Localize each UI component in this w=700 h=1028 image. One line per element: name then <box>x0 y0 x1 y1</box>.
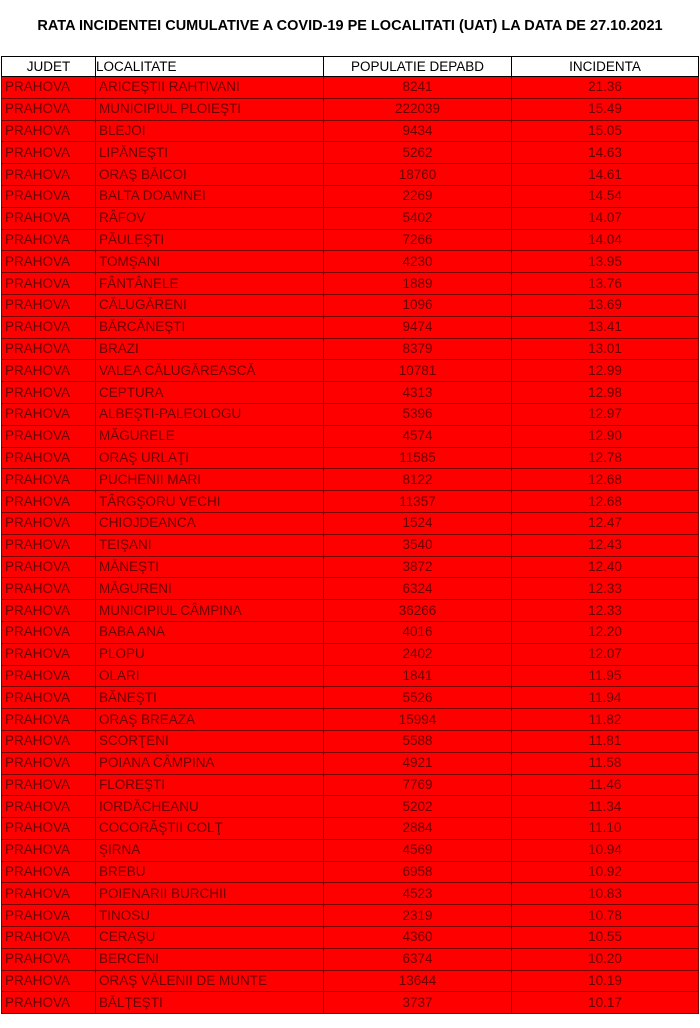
cell-localitate: OLARI <box>96 665 324 687</box>
cell-localitate: MĂNEŞTI <box>96 556 324 578</box>
cell-populatie: 1841 <box>324 665 512 687</box>
cell-judet: PRAHOVA <box>2 796 96 818</box>
cell-populatie: 4523 <box>324 883 512 905</box>
cell-incidenta: 12.33 <box>512 600 699 622</box>
cell-judet: PRAHOVA <box>2 709 96 731</box>
table-row <box>2 556 699 578</box>
cell-incidenta: 11.81 <box>512 730 699 752</box>
table-row <box>2 534 699 556</box>
cell-populatie: 5588 <box>324 730 512 752</box>
cell-judet: PRAHOVA <box>2 273 96 295</box>
table-row <box>2 382 699 404</box>
cell-incidenta: 12.20 <box>512 621 699 643</box>
cell-localitate: PLOPU <box>96 643 324 665</box>
cell-incidenta: 12.78 <box>512 447 699 469</box>
cell-judet: PRAHOVA <box>2 447 96 469</box>
cell-incidenta: 13.69 <box>512 294 699 316</box>
table-row <box>2 883 699 905</box>
table-row <box>2 839 699 861</box>
cell-populatie: 2319 <box>324 905 512 927</box>
cell-judet: PRAHOVA <box>2 469 96 491</box>
table-row <box>2 229 699 251</box>
cell-localitate: BRAZI <box>96 338 324 360</box>
cell-judet: PRAHOVA <box>2 600 96 622</box>
cell-judet: PRAHOVA <box>2 774 96 796</box>
cell-populatie: 7266 <box>324 229 512 251</box>
cell-incidenta: 11.34 <box>512 796 699 818</box>
cell-populatie: 6958 <box>324 861 512 883</box>
cell-localitate: PĂULEŞTI <box>96 229 324 251</box>
table-row <box>2 796 699 818</box>
cell-judet: PRAHOVA <box>2 883 96 905</box>
cell-judet: PRAHOVA <box>2 861 96 883</box>
cell-populatie: 2884 <box>324 818 512 840</box>
cell-localitate: CĂLUGĂRENI <box>96 294 324 316</box>
cell-populatie: 10781 <box>324 360 512 382</box>
cell-incidenta: 11.10 <box>512 818 699 840</box>
cell-incidenta: 11.46 <box>512 774 699 796</box>
cell-judet: PRAHOVA <box>2 120 96 142</box>
cell-localitate: CHIOJDEANCA <box>96 512 324 534</box>
column-header-localitate: LOCALITATE <box>96 57 324 77</box>
cell-populatie: 2269 <box>324 185 512 207</box>
table-row <box>2 861 699 883</box>
cell-judet: PRAHOVA <box>2 338 96 360</box>
cell-localitate: IORDĂCHEANU <box>96 796 324 818</box>
cell-judet: PRAHOVA <box>2 382 96 404</box>
cell-localitate: FLOREŞTI <box>96 774 324 796</box>
table-row <box>2 665 699 687</box>
table-row <box>2 273 699 295</box>
cell-localitate: ORAŞ URLAŢI <box>96 447 324 469</box>
table-row <box>2 251 699 273</box>
cell-incidenta: 10.20 <box>512 948 699 970</box>
cell-populatie: 7769 <box>324 774 512 796</box>
cell-populatie: 3540 <box>324 534 512 556</box>
table-row <box>2 752 699 774</box>
cell-populatie: 18760 <box>324 164 512 186</box>
cell-populatie: 3737 <box>324 992 512 1014</box>
cell-populatie: 4569 <box>324 839 512 861</box>
table-row <box>2 164 699 186</box>
cell-incidenta: 10.17 <box>512 992 699 1014</box>
cell-judet: PRAHOVA <box>2 643 96 665</box>
cell-populatie: 8241 <box>324 77 512 99</box>
table-row <box>2 774 699 796</box>
table-row <box>2 905 699 927</box>
cell-judet: PRAHOVA <box>2 491 96 513</box>
table-row <box>2 185 699 207</box>
table-row <box>2 992 699 1014</box>
cell-localitate: POIANA CÂMPINA <box>96 752 324 774</box>
cell-judet: PRAHOVA <box>2 77 96 99</box>
column-header-populatie: POPULATIE DEPABD <box>324 57 512 77</box>
cell-populatie: 5402 <box>324 207 512 229</box>
cell-incidenta: 13.76 <box>512 273 699 295</box>
cell-incidenta: 11.95 <box>512 665 699 687</box>
cell-localitate: FÂNTÂNELE <box>96 273 324 295</box>
cell-judet: PRAHOVA <box>2 425 96 447</box>
cell-localitate: MĂGURENI <box>96 578 324 600</box>
cell-populatie: 4360 <box>324 927 512 949</box>
cell-incidenta: 12.40 <box>512 556 699 578</box>
cell-localitate: BREBU <box>96 861 324 883</box>
cell-localitate: ORAŞ VĂLENII DE MUNTE <box>96 970 324 992</box>
cell-localitate: PUCHENII MARI <box>96 469 324 491</box>
cell-localitate: TÂRGŞORU VECHI <box>96 491 324 513</box>
cell-incidenta: 10.83 <box>512 883 699 905</box>
table-body <box>2 77 699 1014</box>
cell-populatie: 5526 <box>324 687 512 709</box>
cell-localitate: BLEJOI <box>96 120 324 142</box>
cell-judet: PRAHOVA <box>2 752 96 774</box>
cell-incidenta: 12.68 <box>512 491 699 513</box>
table-row <box>2 687 699 709</box>
cell-judet: PRAHOVA <box>2 665 96 687</box>
cell-populatie: 6324 <box>324 578 512 600</box>
cell-judet: PRAHOVA <box>2 534 96 556</box>
cell-populatie: 8122 <box>324 469 512 491</box>
cell-populatie: 4574 <box>324 425 512 447</box>
header-row <box>2 57 699 77</box>
cell-localitate: POIENARII BURCHII <box>96 883 324 905</box>
cell-incidenta: 14.63 <box>512 142 699 164</box>
cell-judet: PRAHOVA <box>2 512 96 534</box>
cell-populatie: 9474 <box>324 316 512 338</box>
cell-localitate: ARICEŞTII RAHTIVANI <box>96 77 324 99</box>
cell-incidenta: 13.95 <box>512 251 699 273</box>
cell-judet: PRAHOVA <box>2 970 96 992</box>
table-row <box>2 600 699 622</box>
cell-localitate: LIPĂNEŞTI <box>96 142 324 164</box>
cell-judet: PRAHOVA <box>2 403 96 425</box>
cell-judet: PRAHOVA <box>2 556 96 578</box>
cell-incidenta: 12.90 <box>512 425 699 447</box>
cell-populatie: 11585 <box>324 447 512 469</box>
table-row <box>2 425 699 447</box>
cell-judet: PRAHOVA <box>2 818 96 840</box>
cell-localitate: MUNICIPIUL PLOIEŞTI <box>96 98 324 120</box>
cell-populatie: 4313 <box>324 382 512 404</box>
cell-localitate: CEPTURA <box>96 382 324 404</box>
cell-incidenta: 11.94 <box>512 687 699 709</box>
cell-localitate: MĂGURELE <box>96 425 324 447</box>
cell-incidenta: 11.82 <box>512 709 699 731</box>
table-row <box>2 338 699 360</box>
cell-incidenta: 15.49 <box>512 98 699 120</box>
cell-judet: PRAHOVA <box>2 992 96 1014</box>
cell-localitate: TEIŞANI <box>96 534 324 556</box>
cell-localitate: VALEA CĂLUGĂREASCĂ <box>96 360 324 382</box>
cell-judet: PRAHOVA <box>2 948 96 970</box>
cell-populatie: 8379 <box>324 338 512 360</box>
cell-incidenta: 12.33 <box>512 578 699 600</box>
cell-incidenta: 14.54 <box>512 185 699 207</box>
cell-populatie: 4016 <box>324 621 512 643</box>
table-row <box>2 927 699 949</box>
cell-incidenta: 12.43 <box>512 534 699 556</box>
cell-populatie: 6374 <box>324 948 512 970</box>
table-row <box>2 294 699 316</box>
cell-localitate: BĂLŢEŞTI <box>96 992 324 1014</box>
cell-populatie: 2402 <box>324 643 512 665</box>
table-row <box>2 360 699 382</box>
cell-incidenta: 12.07 <box>512 643 699 665</box>
cell-judet: PRAHOVA <box>2 316 96 338</box>
cell-localitate: CERAŞU <box>96 927 324 949</box>
cell-populatie: 4921 <box>324 752 512 774</box>
cell-incidenta: 11.58 <box>512 752 699 774</box>
table-row <box>2 578 699 600</box>
cell-judet: PRAHOVA <box>2 142 96 164</box>
cell-incidenta: 10.55 <box>512 927 699 949</box>
cell-localitate: MUNICIPIUL CÂMPINA <box>96 600 324 622</box>
cell-judet: PRAHOVA <box>2 839 96 861</box>
cell-incidenta: 14.61 <box>512 164 699 186</box>
cell-incidenta: 13.01 <box>512 338 699 360</box>
cell-populatie: 5262 <box>324 142 512 164</box>
table-row <box>2 970 699 992</box>
table-row <box>2 818 699 840</box>
table-row <box>2 948 699 970</box>
cell-localitate: ŞIRNA <box>96 839 324 861</box>
cell-localitate: ALBEŞTI-PALEOLOGU <box>96 403 324 425</box>
cell-populatie: 1096 <box>324 294 512 316</box>
table-row <box>2 77 699 99</box>
cell-incidenta: 12.97 <box>512 403 699 425</box>
table-row <box>2 709 699 731</box>
cell-incidenta: 13.41 <box>512 316 699 338</box>
table-row <box>2 447 699 469</box>
cell-localitate: ORAŞ BĂICOI <box>96 164 324 186</box>
table-row <box>2 491 699 513</box>
table-row <box>2 512 699 534</box>
cell-incidenta: 10.94 <box>512 839 699 861</box>
cell-judet: PRAHOVA <box>2 207 96 229</box>
cell-localitate: TOMŞANI <box>96 251 324 273</box>
table-row <box>2 643 699 665</box>
cell-populatie: 222039 <box>324 98 512 120</box>
cell-localitate: BERCENI <box>96 948 324 970</box>
cell-localitate: RÂFOV <box>96 207 324 229</box>
cell-populatie: 15994 <box>324 709 512 731</box>
cell-populatie: 5396 <box>324 403 512 425</box>
cell-incidenta: 15.05 <box>512 120 699 142</box>
cell-populatie: 11357 <box>324 491 512 513</box>
cell-localitate: SCORŢENI <box>96 730 324 752</box>
incidence-table <box>1 56 699 1014</box>
cell-incidenta: 12.98 <box>512 382 699 404</box>
cell-judet: PRAHOVA <box>2 185 96 207</box>
table-row <box>2 120 699 142</box>
cell-judet: PRAHOVA <box>2 621 96 643</box>
table-row <box>2 469 699 491</box>
cell-incidenta: 14.07 <box>512 207 699 229</box>
table-row <box>2 207 699 229</box>
cell-localitate: BĂNEŞTI <box>96 687 324 709</box>
table-row <box>2 316 699 338</box>
cell-populatie: 5202 <box>324 796 512 818</box>
cell-populatie: 13644 <box>324 970 512 992</box>
cell-judet: PRAHOVA <box>2 687 96 709</box>
cell-populatie: 1889 <box>324 273 512 295</box>
cell-localitate: COCORĂŞTII COLŢ <box>96 818 324 840</box>
cell-populatie: 4230 <box>324 251 512 273</box>
cell-populatie: 9434 <box>324 120 512 142</box>
cell-localitate: TINOSU <box>96 905 324 927</box>
table-row <box>2 142 699 164</box>
table-row <box>2 730 699 752</box>
cell-incidenta: 12.99 <box>512 360 699 382</box>
cell-localitate: BĂRCĂNEŞTI <box>96 316 324 338</box>
cell-localitate: ORAŞ BREAZA <box>96 709 324 731</box>
table-row <box>2 403 699 425</box>
cell-incidenta: 21.36 <box>512 77 699 99</box>
column-header-incidenta: INCIDENTA <box>512 57 699 77</box>
column-header-judet: JUDET <box>2 57 96 77</box>
table-row <box>2 98 699 120</box>
cell-judet: PRAHOVA <box>2 98 96 120</box>
cell-judet: PRAHOVA <box>2 578 96 600</box>
cell-incidenta: 10.78 <box>512 905 699 927</box>
cell-populatie: 3872 <box>324 556 512 578</box>
cell-incidenta: 14.04 <box>512 229 699 251</box>
cell-judet: PRAHOVA <box>2 360 96 382</box>
cell-judet: PRAHOVA <box>2 164 96 186</box>
cell-localitate: BALTA DOAMNEI <box>96 185 324 207</box>
cell-populatie: 1524 <box>324 512 512 534</box>
cell-judet: PRAHOVA <box>2 229 96 251</box>
table-header <box>2 57 699 77</box>
cell-judet: PRAHOVA <box>2 927 96 949</box>
cell-judet: PRAHOVA <box>2 294 96 316</box>
page-title: RATA INCIDENTEI CUMULATIVE A COVID-19 PE LOCALITATI (UAT) LA DATA DE 27.10.2021 <box>37 18 663 34</box>
cell-incidenta: 12.68 <box>512 469 699 491</box>
cell-incidenta: 12.47 <box>512 512 699 534</box>
cell-judet: PRAHOVA <box>2 730 96 752</box>
cell-incidenta: 10.92 <box>512 861 699 883</box>
cell-judet: PRAHOVA <box>2 251 96 273</box>
cell-judet: PRAHOVA <box>2 905 96 927</box>
cell-localitate: BABA ANA <box>96 621 324 643</box>
cell-incidenta: 10.19 <box>512 970 699 992</box>
table-row <box>2 621 699 643</box>
cell-populatie: 36266 <box>324 600 512 622</box>
